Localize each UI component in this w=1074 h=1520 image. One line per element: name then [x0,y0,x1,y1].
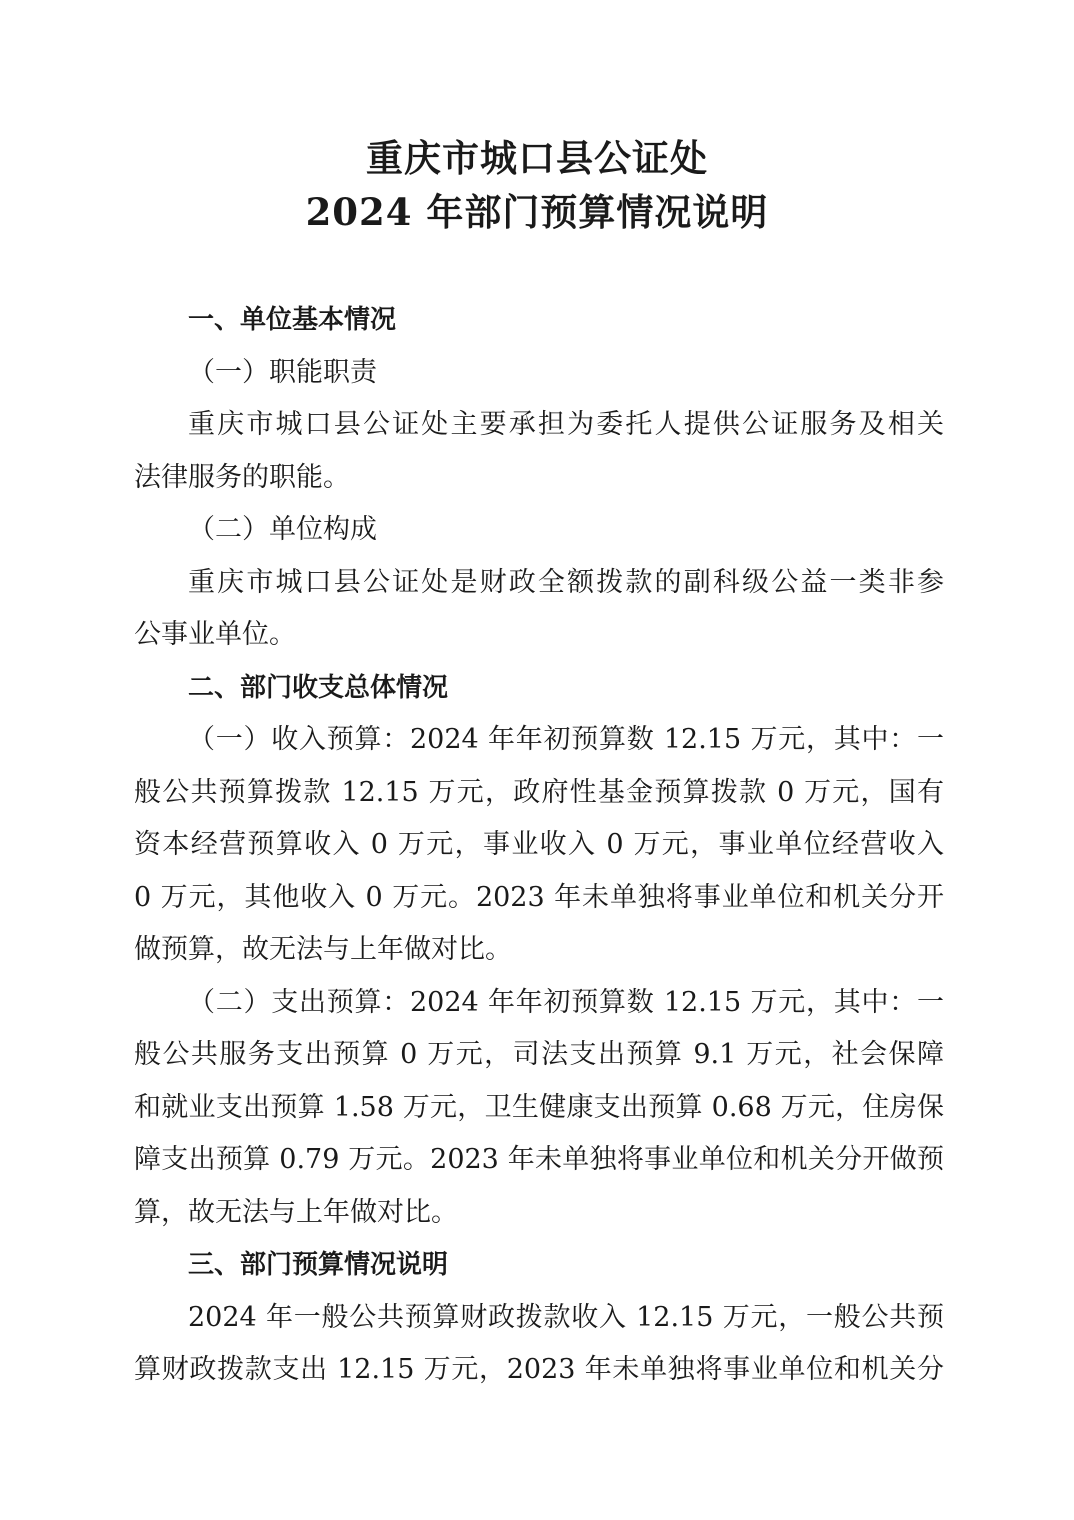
paragraph-line: 重庆市城口县公证处主要承担为委托人提供公证服务及相关 [188,409,944,440]
paragraph-line: 重庆市城口县公证处是财政全额拨款的副科级公益一类非参 [188,566,944,598]
paragraph-line: 资本经营预算收入 0 万元，事业收入 0 万元，事业单位经营收入 [134,829,944,860]
paragraph-line: （一）收入预算：2024 年年初预算数 12.15 万元，其中：一 [188,724,944,755]
paragraph-line: 法律服务的职能。 [134,461,350,493]
section-heading-1: 一、单位基本情况 [188,305,397,335]
section-heading-2: 二、部门收支总体情况 [188,672,449,703]
subsection-heading: （二）单位构成 [188,514,377,545]
document-title: 重庆市城口县公证处 [366,136,708,180]
paragraph-line: 做预算，故无法与上年做对比。 [134,934,512,965]
paragraph-line: 障支出预算 0.79 万元。2023 年未单独将事业单位和机关分开做预 [134,1144,944,1175]
document-body [134,294,944,1397]
subsection-heading: （一）职能职责 [188,356,377,388]
paragraph-line: （二）支出预算：2024 年年初预算数 12.15 万元，其中：一 [188,986,944,1018]
paragraph-line: 算，故无法与上年做对比。 [134,1196,458,1228]
paragraph-line: 般公共预算拨款 12.15 万元，政府性基金预算拨款 0 万元，国有 [134,776,944,808]
paragraph-line: 2024 年一般公共预算财政拨款收入 12.15 万元，一般公共预 [188,1301,944,1333]
paragraph-line: 0 万元，其他收入 0 万元。2023 年未单独将事业单位和机关分开 [134,881,944,913]
paragraph-line: 算财政拨款支出 12.15 万元，2023 年未单独将事业单位和机关分 [134,1354,944,1385]
paragraph-line: 和就业支出预算 1.58 万元，卫生健康支出预算 0.68 万元，住房保 [134,1091,944,1123]
document-subtitle: 2024 年部门预算情况说明 [305,190,769,234]
paragraph-line: 般公共服务支出预算 0 万元，司法支出预算 9.1 万元，社会保障 [134,1039,944,1070]
section-heading-3: 三、部门预算情况说明 [188,1250,449,1280]
paragraph-line: 公事业单位。 [134,619,296,650]
